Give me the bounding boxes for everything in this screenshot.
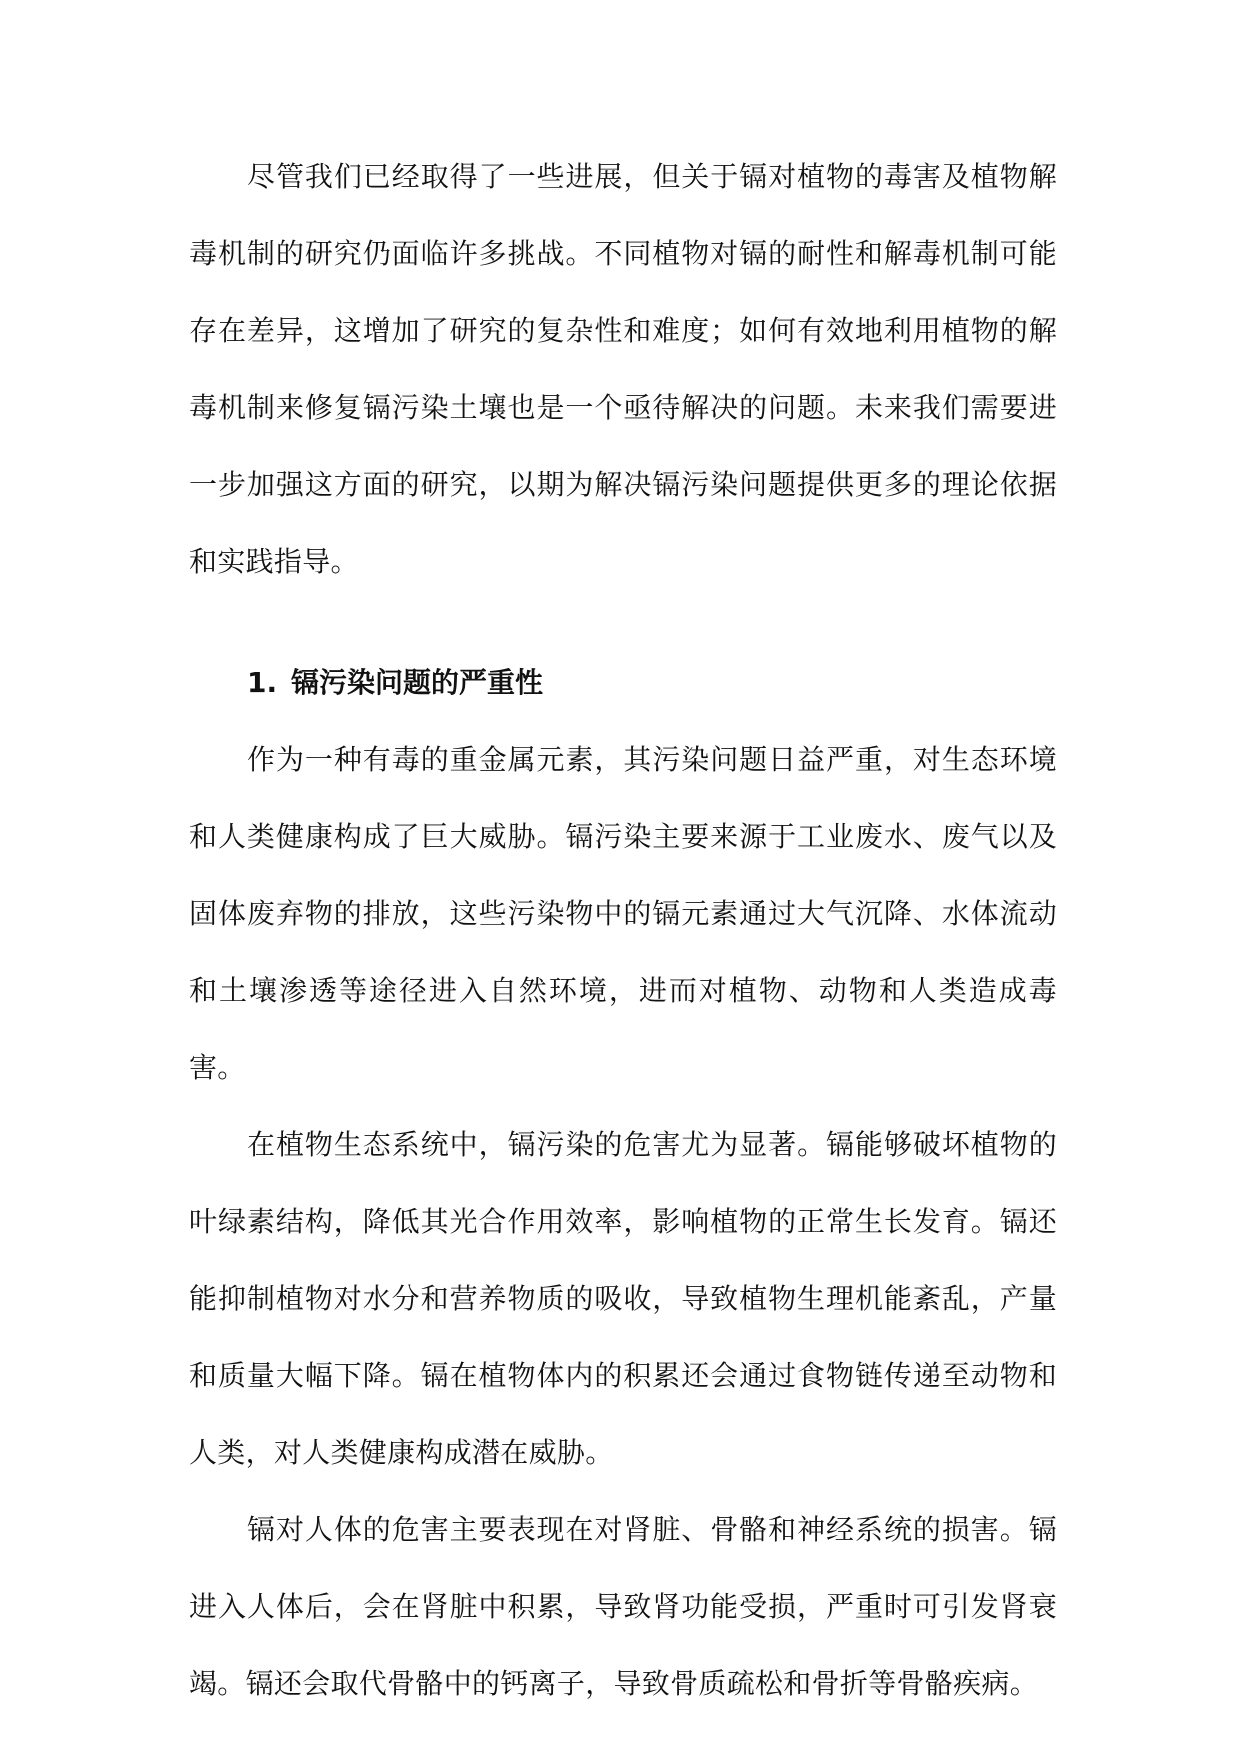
section-heading (189, 644, 1057, 721)
paragraph-research-challenges: 尽管我们已经取得了一些进展，但关于镉对植物的毒害及植物解毒机制的研究仍面临许多挑战。不同植物对镉的耐性和解毒机制可能存在差异，这增加了研究的复杂性和难度；如何有效地利用植物的解毒机制来修复镉污染土壤也是一个亟待解决的问题。未来我们需要进一步加强这方面的研究，以期为解决镉污染问题提供更多的理论依据和实践指导。 (189, 160, 1057, 578)
document-body (189, 138, 1057, 1722)
paragraph-human-harm: 镉对人体的危害主要表现在对肾脏、骨骼和神经系统的损害。镉进入人体后，会在肾脏中积累，导致肾功能受损，严重时可引发肾衰竭。镉还会取代骨骼中的钙离子，导致骨质疏松和骨折等骨骼疾病。 (189, 1513, 1057, 1700)
paragraph-pollution-sources: 作为一种有毒的重金属元素，其污染问题日益严重，对生态环境和人类健康构成了巨大威胁。镉污染主要来源于工业废水、废气以及固体废弃物的排放，这些污染物中的镉元素通过大气沉降、水体流动和土壤渗透等途径进入自然环境，进而对植物、动物和人类造成毒害。 (189, 743, 1057, 1084)
section-title: 镉污染问题的严重性 (291, 666, 544, 699)
section-number: 1. (247, 666, 278, 699)
paragraph-plant-harm: 在植物生态系统中，镉污染的危害尤为显著。镉能够破坏植物的叶绿素结构，降低其光合作用效率，影响植物的正常生长发育。镉还能抑制植物对水分和营养物质的吸收，导致植物生理机能紊乱，产量和质量大幅下降。镉在植物体内的积累还会通过食物链传递至动物和人类，对人类健康构成潜在威胁。 (189, 1128, 1057, 1469)
